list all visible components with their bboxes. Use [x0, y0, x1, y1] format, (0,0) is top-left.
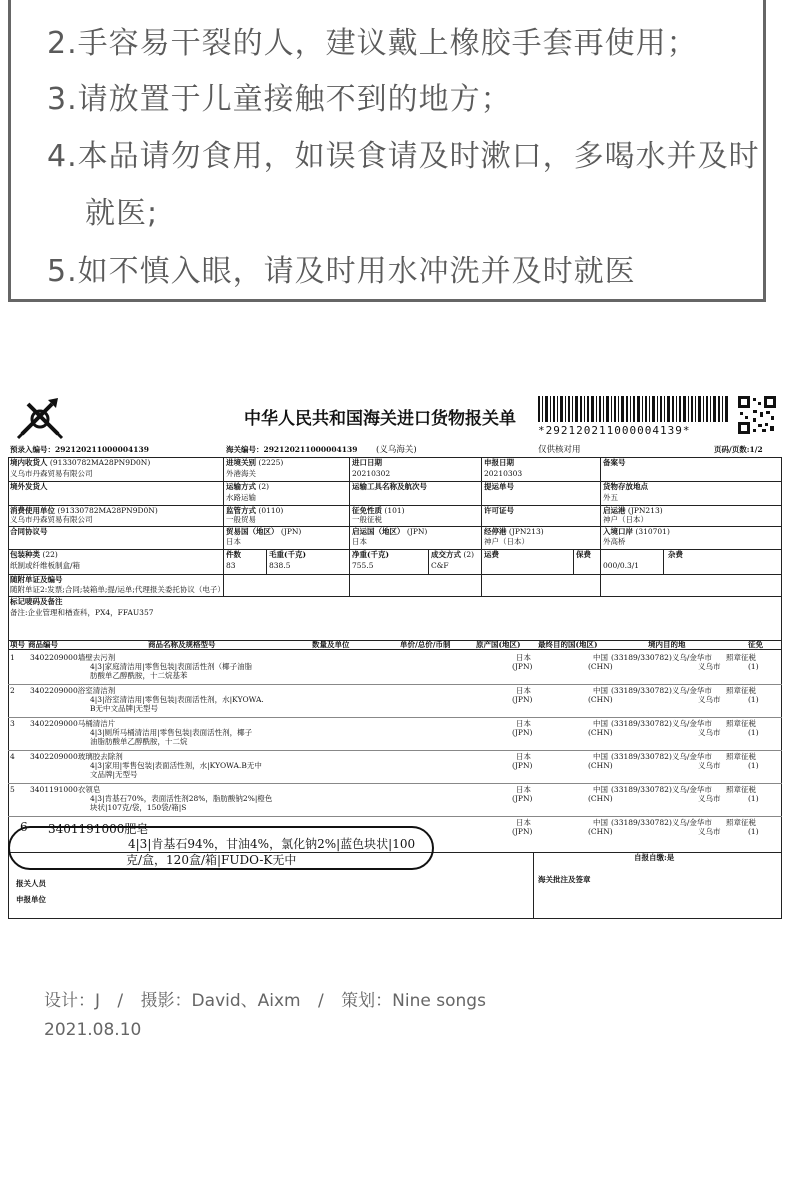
- item-code: 3401191000: [30, 785, 78, 794]
- origin-country: 日本: [352, 537, 367, 546]
- item-spec: 块状|107克/袋，150袋/箱|S: [90, 803, 187, 812]
- item-no: 1: [10, 653, 15, 662]
- table-row: [8, 751, 782, 782]
- item-spec: 4|3|厕所马桶清洁用|零售包装|表面活性剂，椰子: [90, 728, 253, 737]
- item-levy: 照章征税: [726, 785, 756, 794]
- supervision-name: 一般贸易: [226, 515, 256, 524]
- item-domestic-city: 义乌市: [698, 662, 721, 671]
- customs-emblem-icon: [14, 394, 66, 444]
- item-spec: 4|3|家庭清洁用|零售包装|表面活性剂（椰子油脂: [90, 662, 253, 671]
- barcode-number: *292120211000004139*: [538, 424, 691, 437]
- item-domestic-city: 义乌市: [698, 728, 721, 737]
- credit-plan: 策划：Nine songs: [341, 991, 486, 1011]
- deal-label: 成交方式: [431, 550, 461, 559]
- port-name: 外港海关: [226, 469, 256, 478]
- col-no: 项号: [10, 640, 25, 649]
- dest-port-name: 神户（日本）: [603, 515, 648, 524]
- item-origin-code: (JPN): [512, 728, 533, 737]
- col-origin: 原产国(地区): [476, 640, 521, 649]
- storage-value: 外五: [603, 493, 618, 502]
- item-name: 衣领皂: [77, 785, 101, 794]
- item-domestic: (33189/330782)义乌/金华市: [611, 818, 712, 827]
- entry-label: 入境口岸: [603, 527, 633, 536]
- item-name: 浴室清洁剂: [77, 686, 116, 695]
- insurance-value: 000/0.3/1: [603, 561, 640, 570]
- item-spec: 4|3|浴室清洁用|零售包装|表面活性剂，水|KYOWA.: [90, 695, 264, 704]
- transport-code: (2): [258, 482, 270, 491]
- item-final: 中国: [593, 818, 608, 827]
- item-origin: 日本: [516, 719, 531, 728]
- item-origin: 日本: [516, 818, 531, 827]
- entry-name: 外高桥: [603, 537, 626, 546]
- item-name: 肥皂: [124, 822, 149, 836]
- col-domestic: 境内目的地: [648, 640, 686, 649]
- user-name: 义乌市丹森贸易有限公司: [10, 515, 93, 524]
- item-final-code: (CHN): [588, 662, 613, 671]
- item-name: 马桶清洁片: [77, 719, 116, 728]
- item-levy: 照章征税: [726, 752, 756, 761]
- customs-no-label: 海关编号：: [226, 445, 264, 454]
- item-domestic: (33189/330782)义乌/金华市: [611, 785, 712, 794]
- item-spec: 4|3|肯基石94%，甘油4%，氯化钠2%|蓝色块状|100: [128, 837, 416, 851]
- levy-code: (101): [384, 506, 405, 515]
- declare-unit-label: 申报单位: [16, 895, 46, 904]
- consignee-name: 义乌市丹森贸易有限公司: [10, 469, 93, 478]
- item-levy-code: (1): [748, 695, 759, 704]
- contract-label: 合同协议号: [10, 527, 48, 536]
- customs-no-value: 292120211000004139: [263, 445, 358, 454]
- bill-label: 提运单号: [484, 482, 514, 491]
- consignee-code: (91330782MA28PN9D0N): [49, 458, 151, 467]
- item-no: 2: [10, 686, 15, 695]
- item-levy-code: (1): [748, 728, 759, 737]
- item-levy-code: (1): [748, 827, 759, 836]
- item-domestic-city: 义乌市: [698, 794, 721, 803]
- item-levy-code: (1): [748, 761, 759, 770]
- transit-name: 神户（日本）: [484, 537, 529, 546]
- marks-label: 标记唛码及备注: [10, 597, 63, 606]
- item-origin-code: (JPN): [512, 794, 533, 803]
- credit-separator: /: [318, 991, 324, 1011]
- docs-value: 随附单证2:发票;合同;装箱单;提/运单;代理报关委托协议（电子）: [10, 585, 225, 594]
- item-origin: 日本: [516, 752, 531, 761]
- item-levy: 照章征税: [726, 686, 756, 695]
- item-code: 3402209000: [30, 752, 78, 761]
- origin-country-code: (JPN): [406, 527, 428, 536]
- pieces-value: 83: [226, 561, 236, 570]
- item-final-code: (CHN): [588, 695, 613, 704]
- item-final: 中国: [593, 719, 608, 728]
- notice-box: [8, 0, 766, 302]
- item-levy: 照章征税: [726, 818, 756, 827]
- user-code: (91330782MA28PN9D0N): [57, 506, 158, 515]
- table-row-highlighted: [8, 817, 782, 851]
- col-final: 最终目的国(地区): [538, 640, 598, 649]
- table-row: [8, 652, 782, 683]
- table-row: [8, 784, 782, 815]
- item-origin-code: (JPN): [512, 662, 533, 671]
- item-spec: 油脂肪酸单乙醇酰胺，十二烷: [90, 737, 188, 746]
- item-code: 3402209000: [30, 719, 78, 728]
- col-name: 商品名称及规格型号: [148, 640, 216, 649]
- gross-value: 838.5: [269, 561, 291, 570]
- table-row: [8, 718, 782, 749]
- customs-office: (义乌海关): [376, 445, 417, 455]
- col-price: 单价/总价/币制: [400, 640, 451, 649]
- notice-line-4: 4.本品请勿食用，如误食请及时漱口，多喝水并及时: [47, 139, 760, 174]
- item-spec: B无中文品牌|无型号: [90, 704, 159, 713]
- user-label: 消费使用单位: [10, 506, 55, 515]
- credit-date: 2021.08.10: [44, 1020, 142, 1040]
- item-final: 中国: [593, 785, 608, 794]
- net-label: 净重(千克): [352, 550, 390, 559]
- marks-value: 备注:企业管理和楢查科，PX4，FFAU357: [10, 608, 154, 617]
- pack-label: 包装种类: [10, 550, 40, 559]
- item-final-code: (CHN): [588, 827, 613, 836]
- item-name: 玻璃胶去除剂: [77, 752, 123, 761]
- item-code: 3402209000: [30, 653, 78, 662]
- item-final: 中国: [593, 686, 608, 695]
- pieces-label: 件数: [226, 550, 241, 559]
- import-date-label: 进口日期: [352, 458, 382, 467]
- item-domestic-city: 义乌市: [698, 827, 721, 836]
- origin-country-label: 启运国（地区）: [352, 527, 405, 536]
- item-spec: 肪酸单乙醇酰胺，十二烷基苯: [90, 671, 188, 680]
- notice-line-5: 5.如不慎入眼，请及时用水冲洗并及时就医: [47, 254, 636, 289]
- table-row: [8, 685, 782, 716]
- net-value: 755.5: [352, 561, 374, 570]
- deal-name: C&F: [431, 561, 449, 570]
- item-spec: 文品牌|无型号: [90, 770, 138, 779]
- deal-code: (2): [463, 550, 475, 559]
- verify-note: 仅供核对用: [538, 445, 581, 455]
- credit-design: 设计：J: [44, 991, 101, 1011]
- col-qty: 数量及单位: [312, 640, 350, 649]
- item-spec-cont: 克/盒，120盒/箱|FUDO-K无中: [126, 853, 297, 867]
- item-origin: 日本: [516, 785, 531, 794]
- notice-line-4-cont: 就医;: [85, 196, 159, 231]
- page-label: 页码/页数:: [714, 445, 750, 454]
- transport-name: 水路运输: [226, 493, 256, 502]
- docs-label: 随附单证及编号: [10, 575, 63, 584]
- item-spec: 4|3|肯基石70%，表面活性剂28%，脂肪酸钠2%|橙色: [90, 794, 273, 803]
- levy-label: 征免性质: [352, 506, 382, 515]
- license-label: 许可证号: [484, 506, 514, 515]
- item-no: 6: [20, 820, 28, 834]
- item-spec: 4|3|家用|零售包装|表面活性剂，水|KYOWA.B无中: [90, 761, 262, 770]
- credit-photo: 摄影：David、Aixm: [140, 991, 301, 1011]
- freight-label: 运费: [484, 550, 499, 559]
- item-name: 墙壁去污剂: [77, 653, 116, 662]
- transport-label: 运输方式: [226, 482, 256, 491]
- notice-line-2: 2.手容易干裂的人，建议戴上橡胶手套再使用；: [47, 26, 698, 61]
- item-domestic-city: 义乌市: [698, 695, 721, 704]
- item-levy: 照章征税: [726, 653, 756, 662]
- credits-line: [44, 986, 486, 1011]
- item-levy-code: (1): [748, 662, 759, 671]
- declarant-label: 报关人员: [16, 879, 46, 888]
- page-value: 1/2: [749, 445, 763, 454]
- item-domestic: (33189/330782)义乌/金华市: [611, 686, 712, 695]
- import-date: 20210302: [352, 469, 391, 478]
- trade-country: 日本: [226, 537, 241, 546]
- col-code: 商品编号: [28, 640, 58, 649]
- preentry-label: 预录入编号：: [10, 445, 55, 454]
- supervision-code: (0110): [258, 506, 284, 515]
- misc-label: 杂费: [668, 550, 683, 559]
- credit-separator: /: [117, 991, 124, 1011]
- customs-declaration-form: [8, 384, 782, 922]
- item-origin-code: (JPN): [512, 827, 533, 836]
- item-levy-code: (1): [748, 794, 759, 803]
- item-origin: 日本: [516, 686, 531, 695]
- item-levy: 照章征税: [726, 719, 756, 728]
- port-label: 进境关别: [226, 458, 256, 467]
- trade-country-code: (JPN): [280, 527, 302, 536]
- port-code: (2225): [258, 458, 284, 467]
- dest-port-label: 启运港: [603, 506, 626, 515]
- item-no: 5: [10, 785, 15, 794]
- pack-name: 纸制或纤维板制盒/箱: [10, 561, 81, 570]
- levy-name: 一般征税: [352, 515, 382, 524]
- item-domestic: (33189/330782)义乌/金华市: [611, 719, 712, 728]
- entry-code: (310701): [635, 527, 670, 536]
- transit-code: (JPN213): [508, 527, 544, 536]
- item-final-code: (CHN): [588, 728, 613, 737]
- shipper-label: 境外发货人: [10, 482, 48, 491]
- declare-date: 20210303: [484, 469, 523, 478]
- record-label: 备案号: [603, 458, 626, 467]
- pack-code: (22): [42, 550, 58, 559]
- self-pay-note: 自报自缴:是: [634, 853, 675, 862]
- col-levy: 征免: [748, 640, 763, 649]
- gross-label: 毛重(千克): [269, 550, 307, 559]
- item-domestic: (33189/330782)义乌/金华市: [611, 653, 712, 662]
- approval-label: 海关批注及签章: [538, 875, 591, 884]
- item-no: 4: [10, 752, 15, 761]
- barcode-icon: [538, 396, 728, 422]
- trade-country-label: 贸易国（地区）: [226, 527, 279, 536]
- item-code: 3402209000: [30, 686, 78, 695]
- item-final: 中国: [593, 653, 608, 662]
- supervision-label: 监管方式: [226, 506, 256, 515]
- item-origin-code: (JPN): [512, 695, 533, 704]
- vessel-label: 运输工具名称及航次号: [352, 482, 427, 491]
- item-no: 3: [10, 719, 15, 728]
- declare-date-label: 申报日期: [484, 458, 514, 467]
- consignee-label: 境内收货人: [10, 458, 48, 467]
- item-final: 中国: [593, 752, 608, 761]
- item-code: 3401191000: [48, 822, 125, 836]
- item-final-code: (CHN): [588, 761, 613, 770]
- item-domestic-city: 义乌市: [698, 761, 721, 770]
- item-origin: 日本: [516, 653, 531, 662]
- item-origin-code: (JPN): [512, 761, 533, 770]
- notice-line-3: 3.请放置于儿童接触不到的地方；: [47, 82, 512, 117]
- insurance-label: 保费: [576, 550, 591, 559]
- qr-code-icon: [738, 396, 776, 434]
- form-title: 中华人民共和国海关进口货物报关单: [244, 409, 516, 429]
- item-domestic: (33189/330782)义乌/金华市: [611, 752, 712, 761]
- preentry-value: 292120211000004139: [55, 445, 149, 454]
- transit-label: 经停港: [484, 527, 507, 536]
- storage-label: 货物存放地点: [603, 482, 648, 491]
- dest-port-code: (JPN213): [627, 506, 663, 515]
- item-final-code: (CHN): [588, 794, 613, 803]
